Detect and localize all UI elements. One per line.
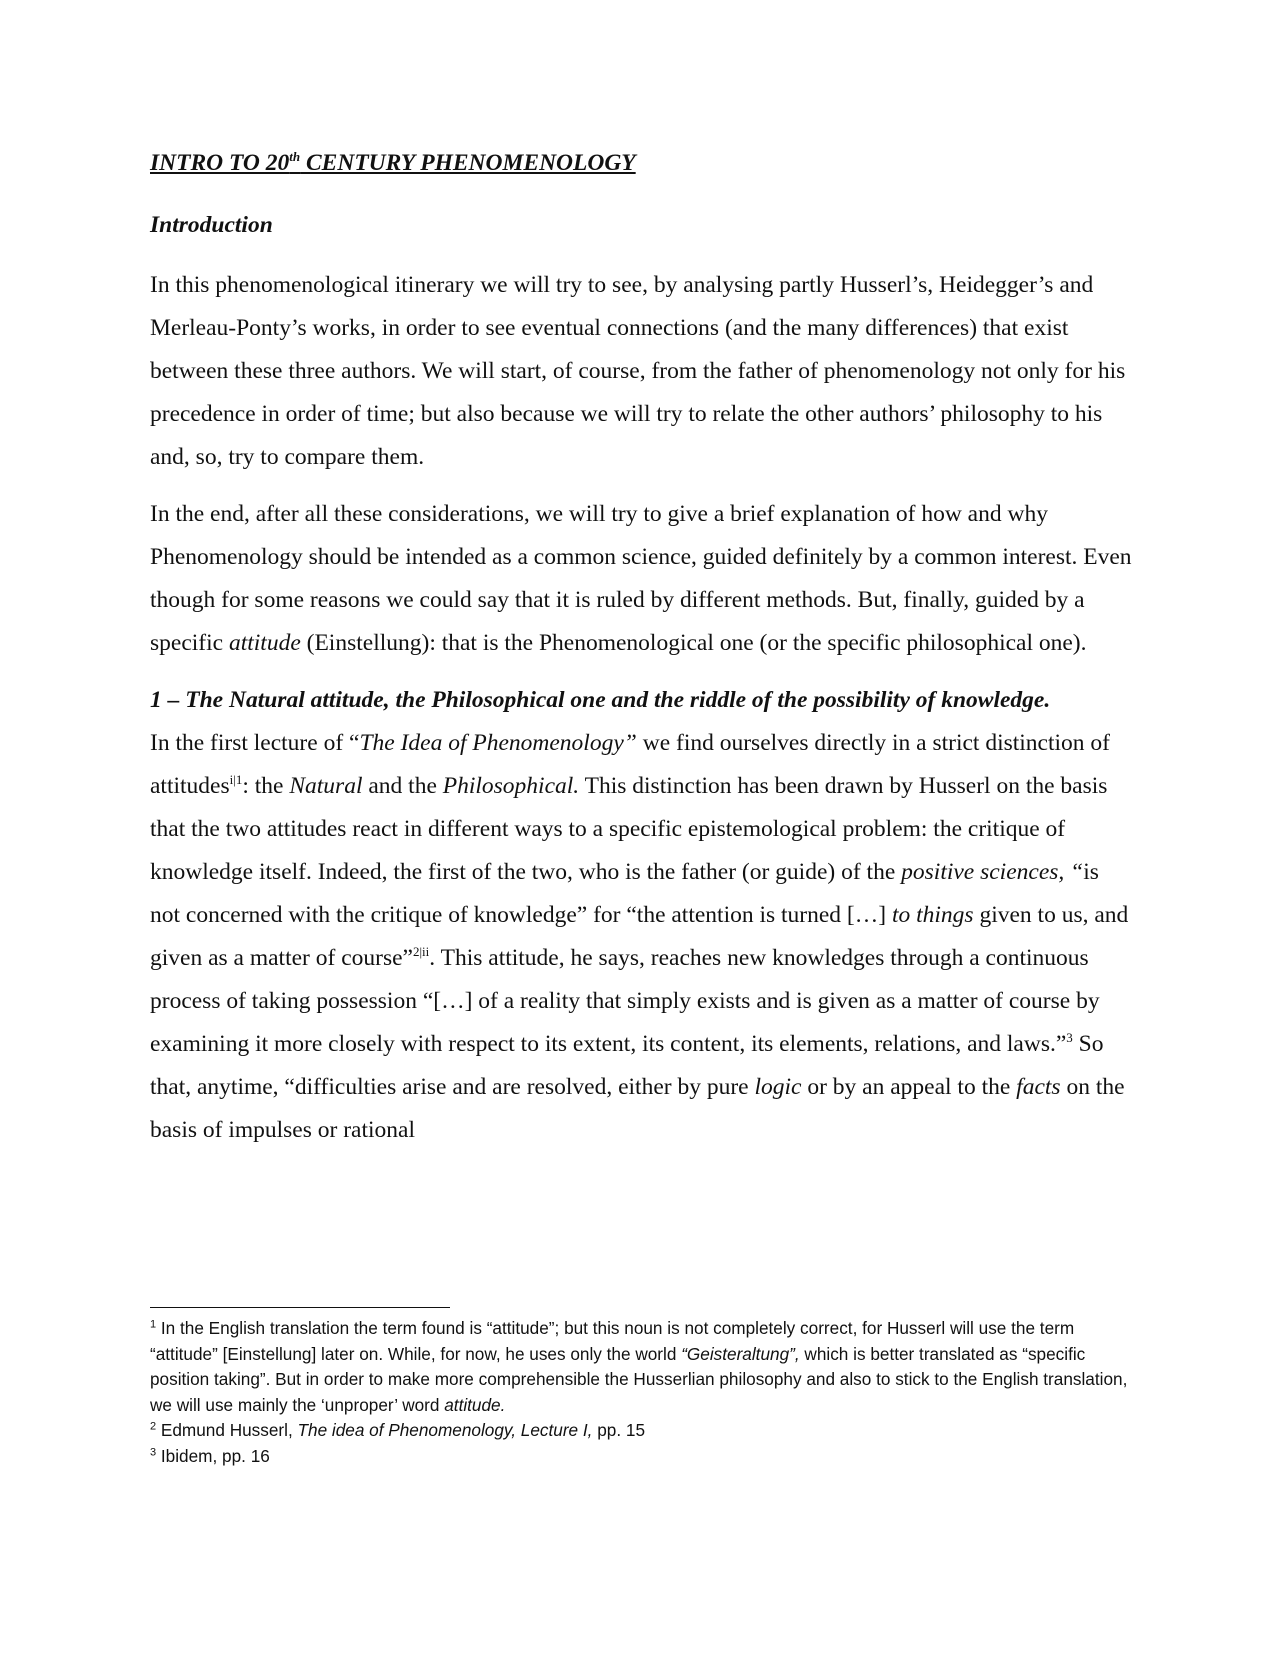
document-title: INTRO TO 20th CENTURY PHENOMENOLOGY [150, 149, 636, 176]
footnote-1: $^1$ In the English translation the term found is “attitude”; but this noun is not completely correct, for Husserl will use the term “attitude” [Einstellung] later on. While, for now, he uses only the world “Geisteraltung”, which is better translated as “specific position taking”. But in order to make more comprehensible the Husserlian philosophy and also to stick to the English translation, we will use mainly the ‘unproper’ word attitude. [150, 1318, 1128, 1415]
section-1-heading: 1 – The Natural attitude, the Philosophical one and the riddle of the possibility of knowledge. [150, 687, 1051, 713]
section-1-paragraph: In the first lecture of “The Idea of Phenomenology” we find ourselves directly in a strict distinction of attitudes$^{i|1}$: the Natural and the Philosophical. This distinction has been drawn by Husserl on the basis that the two attitudes react in different ways to a specific epistemological problem: the critique of knowledge itself. Indeed, the first of the two, who is the father (or guide) of the positive sciences, “is not concerned with the critique of knowledge” for “the attention is turned […] to things given to us, and given as a matter of course”$^{2|ii}$. This attitude, he says, reaches new knowledges through a continuous process of taking possession “[…] of a reality that simply exists and is given as a matter of course by examining it more closely with respect to its extent, its content, its elements, relations, and laws.”$^3$ So that, anytime, “difficulties arise and are resolved, either by pure logic or by an appeal to the facts on the basis of impulses or rational [150, 730, 1129, 1143]
footnote-2: $^2$ Edmund Husserl, The idea of Phenomenology, Lecture I, pp. 15 [150, 1420, 646, 1440]
introduction-heading: Introduction [150, 212, 273, 238]
footnote-ref-2[interactable]: 2|ii [412, 944, 430, 960]
footnote-3: $^3$ Ibidem, pp. 16 [150, 1445, 270, 1466]
footnote-ref-3[interactable]: 3 [1066, 1030, 1073, 1046]
footnote-ref-1[interactable]: i|1 [229, 772, 243, 788]
footnotes [150, 1307, 1140, 1469]
intro-paragraph-2: In the end, after all these considerations, we will try to give a brief explanation of how and why Phenomenology should be intended as a common science, guided definitely by a common interest. Even though for some reasons we could say that it is ruled by different methods. But, finally, guided by a specific attitude (Einstellung): that is the Phenomenological one (or the specific philosophical one). [150, 501, 1132, 656]
footnote-separator [150, 1307, 450, 1308]
document-page [150, 146, 1134, 1166]
intro-paragraph-1: In this phenomenological itinerary we will try to see, by analysing partly Husserl’s, Heidegger’s and Merleau-Ponty’s works, in order to see eventual connections (and the many differences) that exist between these three authors. We will start, of course, from the father of phenomenology not only for his precedence in order of time; but also because we will try to relate the other authors’ philosophy to his and, so, try to compare them. [150, 272, 1126, 470]
